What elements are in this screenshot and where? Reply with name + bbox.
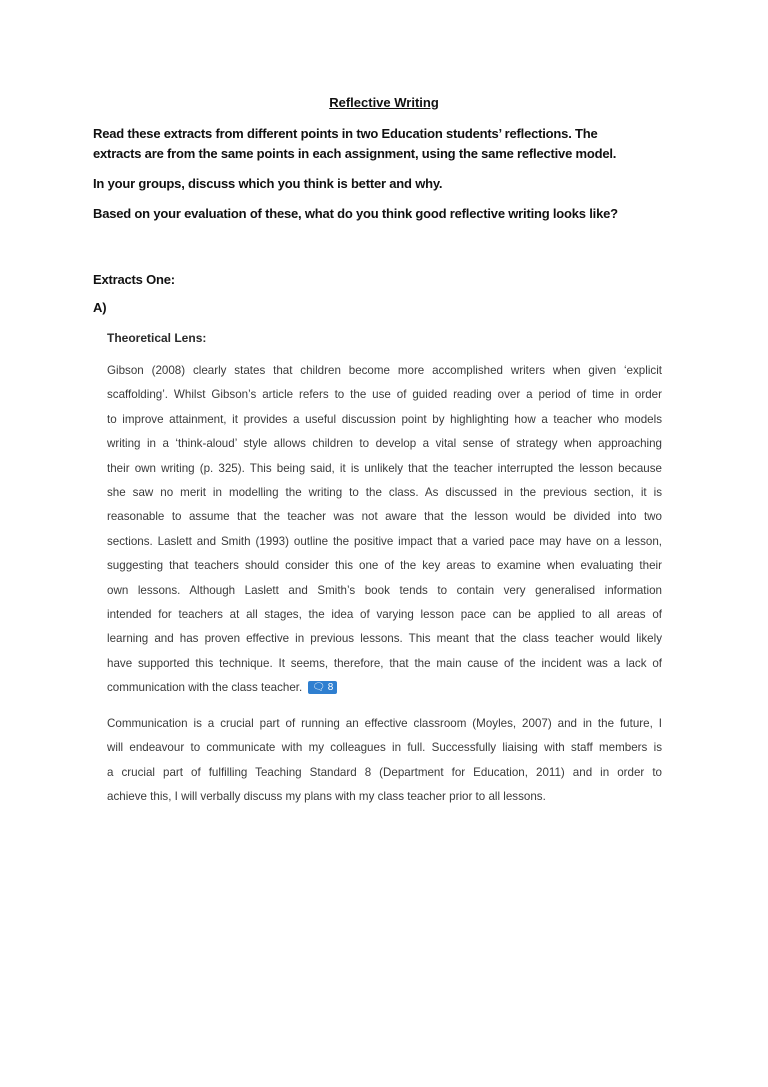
line-text: suggesting that teachers should consider this one of the key areas to examine when evaluating their (107, 559, 662, 573)
line-text: writing in a ‘think-aloud’ style allows children to develop a vital sense of strategy when approaching (107, 437, 662, 451)
line-text: reasonable to assume that the teacher was not aware that the lesson would be divided into two (107, 510, 662, 524)
extract-line (107, 584, 662, 597)
extract-line (107, 462, 662, 475)
extract-line (107, 535, 662, 548)
section-heading: Extracts One: (93, 272, 175, 287)
line-text: to improve attainment, it provides a useful discussion point by highlighting how a teacher who models (107, 412, 662, 426)
extract-line: will endeavour to communicate with my colleagues in full. Successfully liaising with staff members is (107, 741, 662, 755)
extract-line: Communication is a crucial part of running an effective classroom (Moyles, 2007) and in the future, I (107, 717, 662, 730)
line-text: she saw no merit in modelling the writing to the class. As discussed in the previous section, it is (107, 486, 662, 499)
extract-line (107, 388, 662, 401)
line-text: scaffolding’. Whilst Gibson’s article refers to the use of guided reading over a period of time in order (107, 388, 662, 402)
line-text: their own writing (p. 325). This being said, it is unlikely that the teacher interrupted the lesson because (107, 461, 662, 475)
extract-line (107, 413, 662, 426)
comment-icon: 🗨 (312, 682, 325, 694)
extract-heading: Theoretical Lens: (107, 331, 207, 345)
line-text: intended for teachers at all stages, the idea of varying lesson pace can be applied to all areas of (107, 608, 662, 621)
extract-label: A) (93, 300, 107, 315)
line-text: Gibson (2008) clearly states that children become more accomplished writers when given ‘explicit (107, 364, 662, 377)
line-text: have supported this technique. It seems, therefore, that the main cause of the incident was a lack of (107, 656, 662, 670)
extract-line (107, 510, 662, 523)
document-title: Reflective Writing (329, 95, 439, 110)
comment-badge[interactable] (308, 681, 337, 694)
line-text: sections. Laslett and Smith (1993) outline the positive impact that a varied pace may have on a lesson, (107, 534, 662, 548)
line-text: communication with the class teacher. (107, 681, 303, 695)
extract-line (107, 632, 662, 645)
intro-line: Read these extracts from different points in two Education students’ reflections. The (93, 126, 598, 141)
intro-line: Based on your evaluation of these, what do you think good reflective writing looks like? (93, 206, 618, 221)
extract-line (107, 364, 662, 377)
extract-line (107, 486, 662, 499)
extract-line (107, 657, 662, 670)
line-text: learning and has proven effective in previous lessons. This meant that the class teacher would likely (107, 632, 662, 646)
extract-line (107, 608, 662, 621)
extract-line (107, 681, 662, 694)
line-text: own lessons. Although Laslett and Smith’s book tends to contain very generalised information (107, 583, 662, 597)
extract-line (107, 437, 662, 450)
intro-line: extracts are from the same points in each assignment, using the same reflective model. (93, 146, 617, 161)
extract-line: achieve this, I will verbally discuss my plans with my class teacher prior to all lessons. (107, 790, 546, 804)
extract-line: a crucial part of fulfilling Teaching Standard 8 (Department for Education, 2011) and in order to (107, 765, 662, 779)
extract-line (107, 559, 662, 572)
comment-count: 8 (327, 682, 334, 694)
intro-line: In your groups, discuss which you think is better and why. (93, 176, 443, 191)
